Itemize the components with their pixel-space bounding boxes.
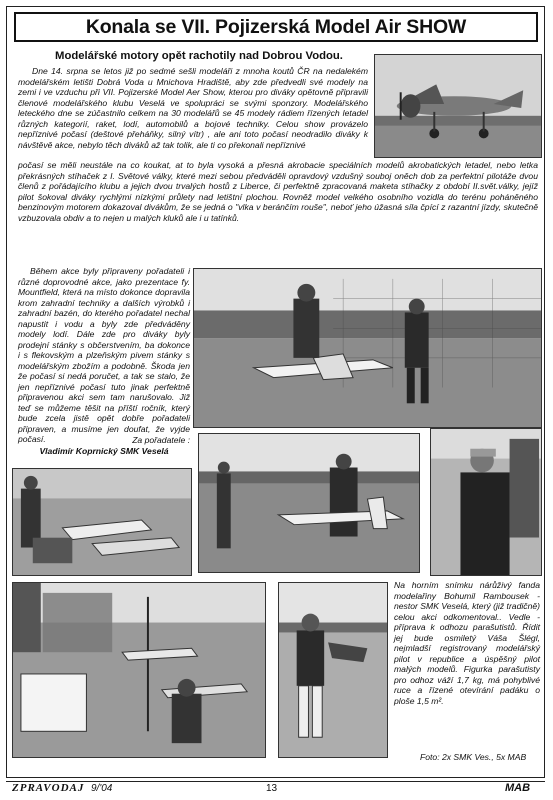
boats-picture — [13, 469, 191, 575]
article-paragraph-2: počasí se měli neustále na co koukat, at to byla vysoká a přesná akrobacie speciálních modelů akrobatických letadel, nebo letka překrásných stíhaček z I. Světové války, které mezi sebou předváděli opravdový vzdušný souboj oněch dob za perfektní pilotáže dvou členů z pořádajícího klubu a jejich dvou trvalých hostů z Liberce, či perfektně zpracovaná maketa stíhačky z období II.svět.války, jejíž pilot šokoval diváky rychlými nízkými průlety nad letištní plochou. Rovněž model velkého osobního vozidla do terénu poháněného benzinovým motorem dokazoval divákům, že se jedná o "vlka v beránčím rouše", neboť jeho úžasná síla čpící z razantní jízdy, skutečně vzbuzovala obdiv a to nejen u malých kluků ale i u tatínků. — [18, 160, 538, 223]
photo-models-grass — [12, 582, 266, 758]
event-crowd-picture — [194, 269, 541, 427]
photo-field-pilot — [198, 433, 420, 573]
signature-name: Vladimír Koprnický SMK Veselá — [39, 446, 169, 456]
signature-role: Za pořadatele : — [132, 435, 190, 445]
airplane-picture — [375, 55, 541, 157]
commentator-picture — [431, 429, 541, 575]
footer-page-number: 13 — [266, 783, 278, 794]
photo-commentator — [430, 428, 542, 576]
footer-divider — [6, 781, 545, 782]
photo-boats — [12, 468, 192, 576]
article-paragraph-3: Během akce byly připraveny pořadateli i různé doprovodné akce, jako prezentace fy. Mountfield, která na místo dokonce dopravila krom zahradní techniky a dalších výrobků i zahradní bazén, do kterého pořadatel nechal napustit i vodu a byly zde předváděny modely lodí. Dále zde pro diváky byly prodejní stánky s občerstvením, ba dokonce i s flekovským a plzeňským pivem stánky s modelářským zbožím a podobně. Škoda jen že počasí si nedá poručet, a tak se stalo, že jen nepříznivé počasí tuto jinak perfektně připravenou akci sem tam narušovalo. Již teď se můžeme těšit na příští ročník, který bude zcela jistě opět dobře pořadateli připraven, a musíme jen doufat, že vyjde počasí. — [18, 266, 190, 444]
article-paragraph-1: Dne 14. srpna se letos již po sedmé sešli modeláři z mnoha koutů ČR na nedalekém modelářském letišti Dobrá Voda u Mnichova Hradiště, aby zde předvedli své modely na zemi i ve vzduchu při VII. Pojizerské Model Aer Show, kterou pro diváky opětovně připravili členové modelářského klubu Veselá ve spolupráci se svými sponzory. Modelářského leteckého dne se zúčastnilo celkem na 30 modelářů se 45 modely rádiem řízených letadel různých kategorií, raket, lodí, automobilů a bojové techniky. Celou show provázelo nepříznivé počasí (deštové přeháňky, silný vítr) , ale ani toto počasí neodradilo diváky k návštěvě akce, nebylo těch diváků až tak tolik, ale ti co překonali nepříznivé — [18, 66, 368, 150]
footer-issue: 9/'04 — [91, 783, 113, 794]
photo-main-event — [193, 268, 542, 428]
boy-parachutist-picture — [279, 583, 387, 757]
footer-magazine-name: ZPRAVODAJ — [12, 782, 85, 794]
article-title: Konala se VII. Pojizerská Model Air SHOW — [14, 12, 538, 42]
photo-caption: Na horním snímku nárůživý fanda modelařiny Bohumil Rambousek - nestor SMK Veselá, který (již tradičně) celou akci odkomentoval.. Vedle - příprava k odhozu parašutistů. Řídit jej bude osmiletý Váša Šlégl, nejmladší registrovaný modelářský pilot v republice a úspěšný pilot malých modelů. Figurka parašutisty pro odhoz váží 1,7 kg, má pohyblivé ruce a řízené otevírání padáku o ploše 1,5 m². — [394, 580, 540, 706]
photo-airplane — [374, 54, 542, 158]
field-pilot-picture — [199, 434, 419, 572]
article-subtitle: Modelářské motory opět rachotily nad Dobrou Vodou. — [55, 50, 343, 62]
footer-brand: MAB — [505, 782, 531, 794]
photo-credit: Foto: 2x SMK Ves., 5x MAB — [420, 752, 527, 762]
models-grass-picture — [13, 583, 265, 757]
photo-boy-parachutist — [278, 582, 388, 758]
